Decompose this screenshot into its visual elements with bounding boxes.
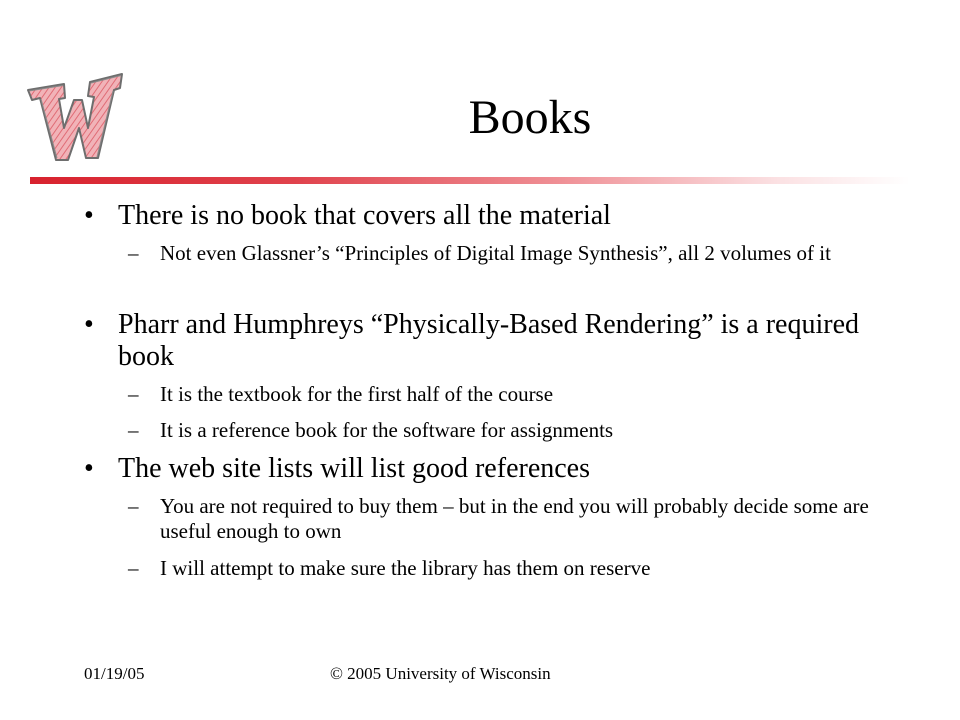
- sub-bullet-text: Not even Glassner’s “Principles of Digital Image Synthesis”, all 2 volumes of it: [160, 241, 831, 265]
- bullet-marker: •: [84, 200, 94, 231]
- bullet-marker: •: [84, 309, 94, 340]
- title-divider: [30, 177, 910, 184]
- bullet-text: The web site lists will list good references: [118, 453, 590, 484]
- sub-bullet-marker: –: [128, 418, 139, 442]
- footer-date: 01/19/05: [84, 664, 145, 683]
- bullet-text: There is no book that covers all the material: [118, 200, 611, 231]
- footer-copyright: © 2005 University of Wisconsin: [330, 664, 551, 683]
- sub-bullet-marker: –: [128, 556, 139, 580]
- university-w-logo-icon: [24, 70, 126, 166]
- slide-title: Books: [468, 91, 592, 144]
- bullet-text: Pharr and Humphreys “Physically-Based Rendering” is a required book: [118, 309, 860, 372]
- sub-bullet-text: It is the textbook for the first half of the course: [160, 382, 554, 406]
- sub-bullet-marker: –: [128, 494, 139, 518]
- sub-bullet-marker: –: [128, 382, 139, 406]
- sub-bullet-text: I will attempt to make sure the library has them on reserve: [160, 556, 651, 580]
- sub-bullet-text: It is a reference book for the software for assignments: [160, 418, 614, 442]
- sub-bullet-text: You are not required to buy them – but in the end you will probably decide some are useful enough to own: [160, 494, 869, 543]
- bullet-marker: •: [84, 453, 94, 484]
- sub-bullet-marker: –: [128, 241, 139, 265]
